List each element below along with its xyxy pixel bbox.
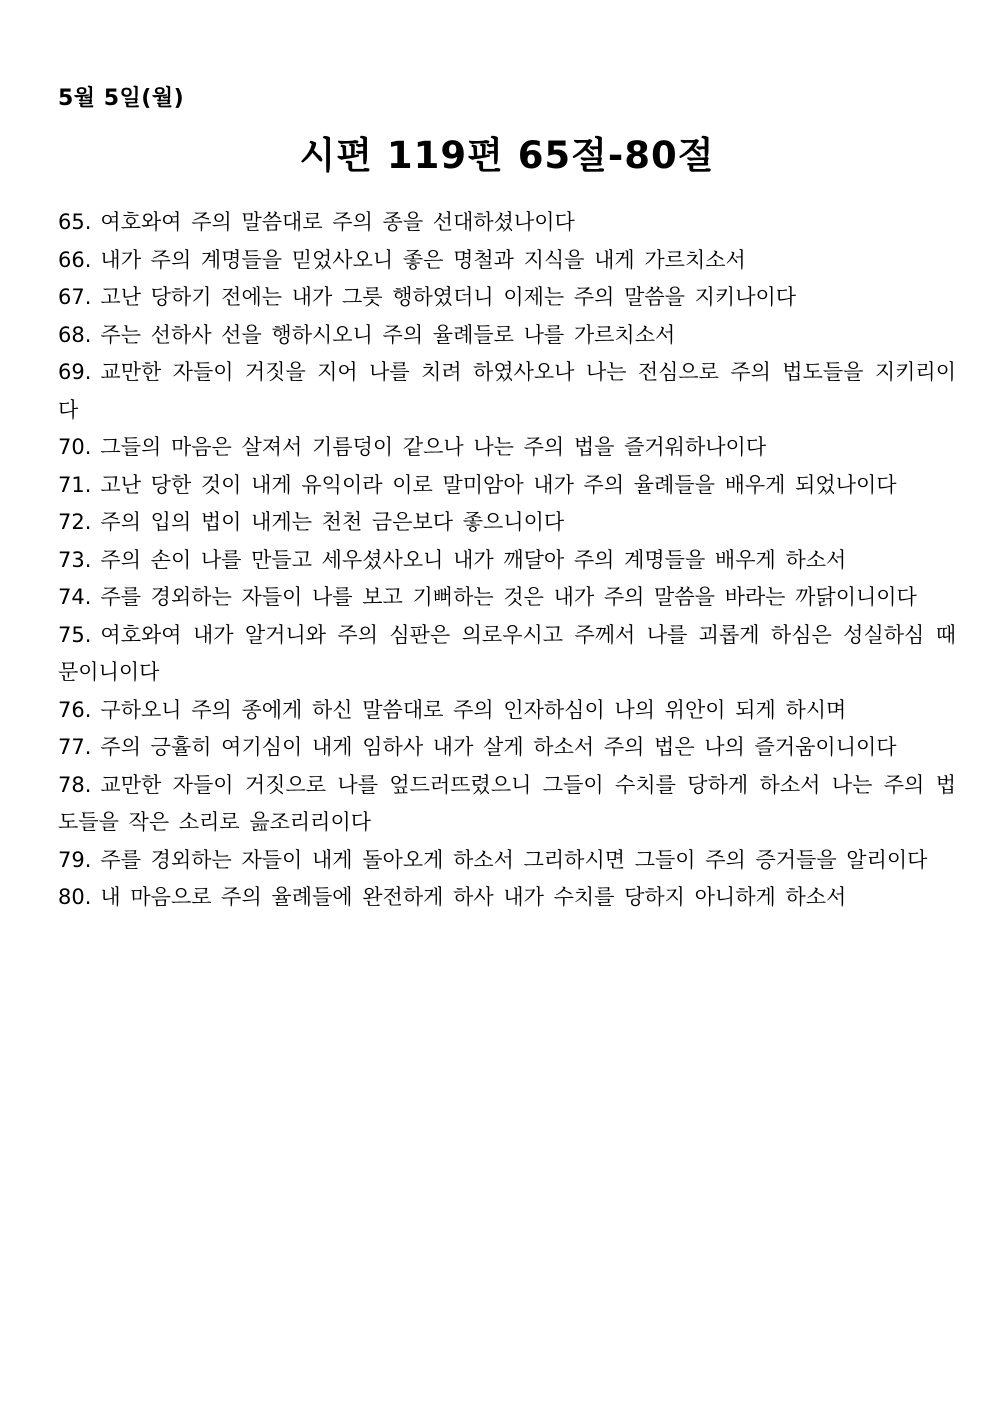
verse	[58, 429, 956, 467]
verse	[58, 842, 956, 880]
verse-text: 주를 경외하는 자들이 내게 돌아오게 하소서 그리하시면 그들이 주의 증거들을 알리이다	[100, 847, 928, 872]
verse	[58, 729, 956, 767]
verse-text: 내 마음으로 주의 율례들에 완전하게 하사 내가 수치를 당하지 아니하게 하소서	[100, 885, 847, 909]
verse	[58, 692, 956, 730]
page-title: 시편 119편 65절-80절	[299, 134, 715, 177]
verse-text: 주의 입의 법이 내게는 천천 금은보다 좋으니이다	[100, 510, 565, 534]
verse	[58, 242, 956, 280]
verse-number: 76.	[58, 697, 92, 722]
verse-number: 73.	[58, 547, 92, 572]
verse-text: 고난 당한 것이 내게 유익이라 이로 말미암아 내가 주의 율례들을 배우게 되었나이다	[100, 472, 897, 497]
verse	[58, 504, 956, 542]
verse	[58, 354, 956, 429]
verse-text: 주의 손이 나를 만들고 세우셨사오니 내가 깨달아 주의 계명들을 배우게 하소서	[100, 547, 847, 572]
verse	[58, 317, 956, 355]
verse-text: 내가 주의 계명들을 믿었사오니 좋은 명철과 지식을 내게 가르치소서	[100, 247, 746, 272]
verse-text: 주는 선하사 선을 행하시오니 주의 율례들로 나를 가르치소서	[100, 322, 676, 347]
verse	[58, 579, 956, 617]
verse-text: 교만한 자들이 거짓을 지어 나를 치려 하였사오나 나는 전심으로 주의 법도들을 지키리이다	[58, 360, 956, 422]
verse-list	[58, 204, 956, 917]
verse-text: 구하오니 주의 종에게 하신 말씀대로 주의 인자하심이 나의 위안이 되게 하시며	[100, 697, 847, 722]
verse	[58, 279, 956, 317]
verse-number: 66.	[58, 247, 92, 272]
verse-text: 여호와여 내가 알거니와 주의 심판은 의로우시고 주께서 나를 괴롭게 하심은 성실하심 때문이니이다	[58, 622, 956, 684]
verse	[58, 767, 956, 842]
verse-text: 그들의 마음은 살져서 기름덩이 같으나 나는 주의 법을 즐거워하나이다	[100, 435, 767, 459]
verse	[58, 542, 956, 580]
verse-number: 77.	[58, 735, 92, 759]
verse-text: 주를 경외하는 자들이 나를 보고 기뻐하는 것은 내가 주의 말씀을 바라는 까닭이니이다	[100, 585, 917, 609]
verse-number: 67.	[58, 285, 92, 309]
verse	[58, 617, 956, 692]
verse	[58, 204, 956, 242]
verse-text: 주의 긍휼히 여기심이 내게 임하사 내가 살게 하소서 주의 법은 나의 즐거움이니이다	[100, 735, 897, 759]
verse-number: 74.	[58, 585, 92, 609]
verse-number: 80.	[58, 885, 92, 909]
verse-number: 65.	[58, 210, 92, 234]
verse-number: 72.	[58, 510, 92, 534]
verse	[58, 467, 956, 505]
verse-number: 79.	[58, 847, 92, 872]
date-heading: 5월 5일(월)	[58, 86, 185, 111]
verse-text: 교만한 자들이 거짓으로 나를 엎드러뜨렸으니 그들이 수치를 당하게 하소서 나는 주의 법도들을 작은 소리로 읊조리리이다	[58, 772, 956, 834]
verse-text: 고난 당하기 전에는 내가 그릇 행하였더니 이제는 주의 말씀을 지키나이다	[100, 285, 797, 309]
verse-number: 78.	[58, 772, 92, 797]
verse-number: 75.	[58, 622, 92, 647]
verse-number: 68.	[58, 322, 92, 347]
verse-number: 70.	[58, 435, 92, 459]
verse-text: 여호와여 주의 말씀대로 주의 종을 선대하셨나이다	[100, 210, 575, 234]
verse-number: 69.	[58, 360, 92, 384]
verse-number: 71.	[58, 472, 92, 497]
verse	[58, 879, 956, 917]
